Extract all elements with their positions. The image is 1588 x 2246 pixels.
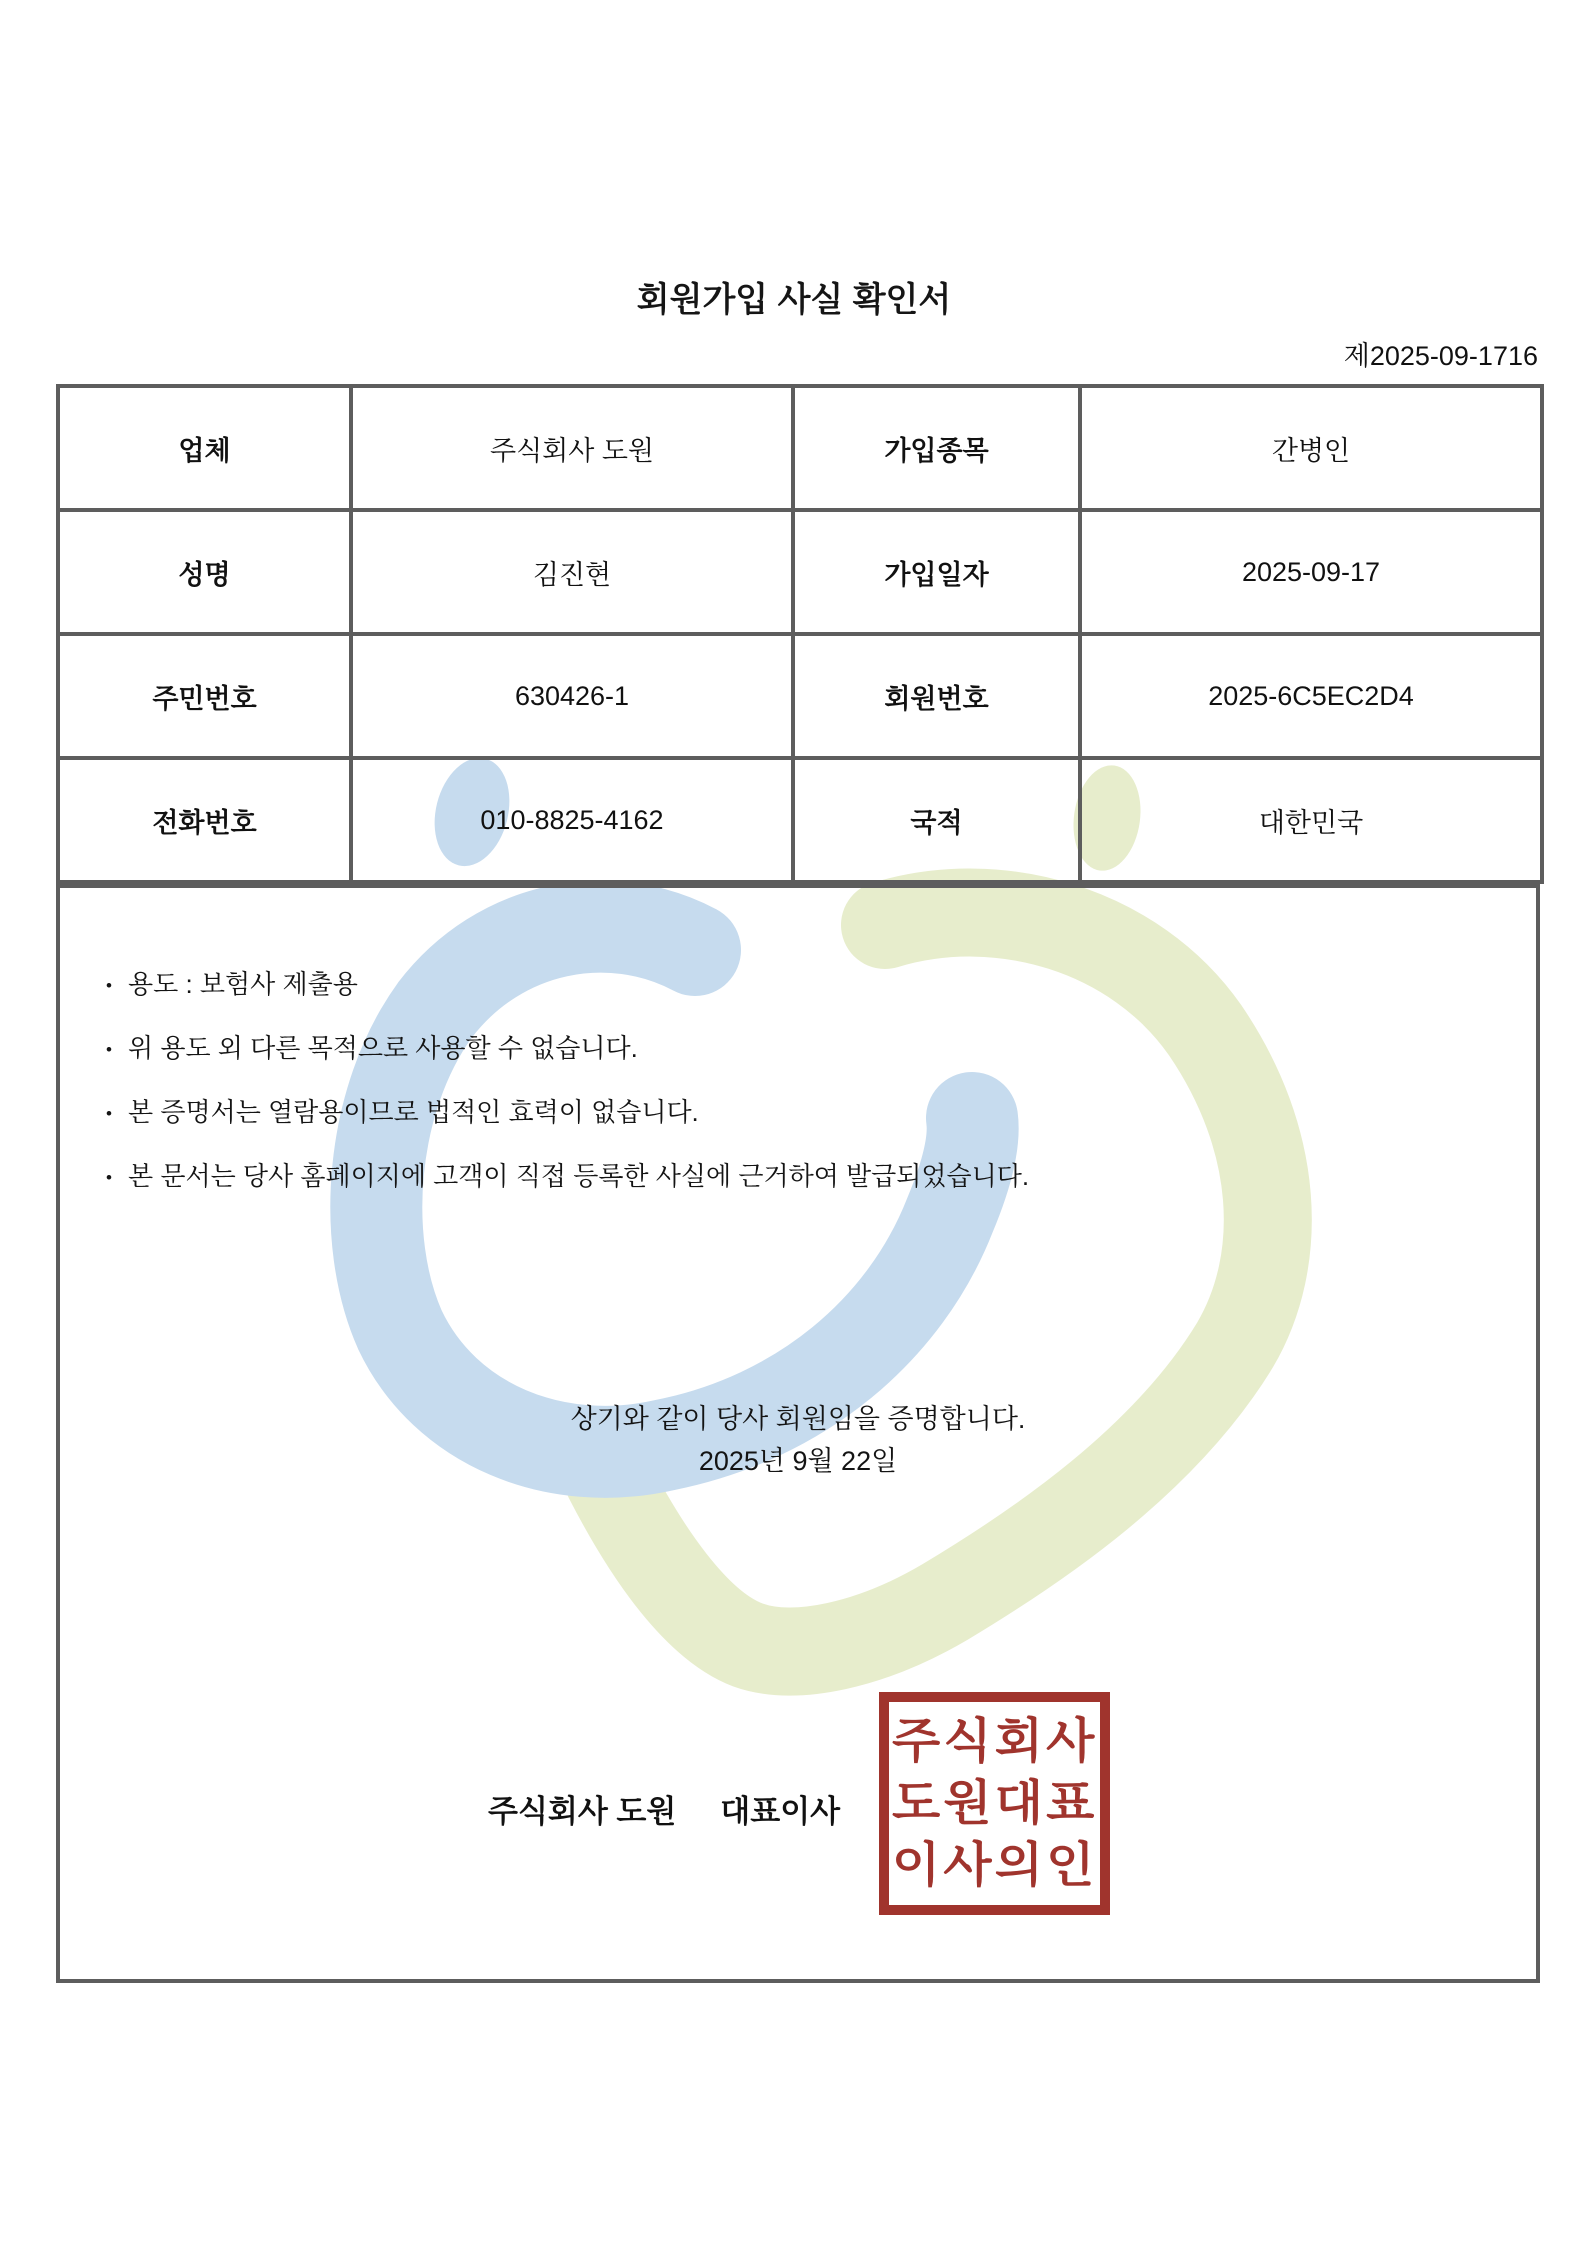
note-text: 본 문서는 당사 홈페이지에 고객이 직접 등록한 사실에 근거하여 발급되었습니다. — [128, 1161, 1030, 1191]
field-label-nationality: 국적 — [793, 758, 1080, 882]
page-title: 회원가입 사실 확인서 — [636, 281, 952, 319]
table-row — [58, 758, 1542, 882]
table-row — [58, 634, 1542, 758]
field-value-join-date: 2025-09-17 — [1080, 510, 1542, 634]
field-label-join-date: 가입일자 — [793, 510, 1080, 634]
field-value-name: 김진현 — [351, 510, 793, 634]
member-info-table — [56, 384, 1544, 884]
statement-line: 상기와 같이 당사 회원임을 증명합니다. — [570, 1404, 1026, 1434]
note-text: 본 증명서는 열람용이므로 법적인 효력이 없습니다. — [128, 1097, 699, 1127]
list-item — [106, 1144, 1029, 1208]
field-label-member-type: 가입종목 — [793, 386, 1080, 510]
field-value-member-type: 간병인 — [1080, 386, 1542, 510]
list-item — [106, 952, 1029, 1016]
field-value-member-no: 2025-6C5EC2D4 — [1080, 634, 1542, 758]
field-label-member-no: 회원번호 — [793, 634, 1080, 758]
field-value-resident-no: 630426-1 — [351, 634, 793, 758]
bullet-icon: • — [106, 1104, 112, 1124]
statement-date: 2025년 9월 22일 — [698, 1446, 898, 1476]
certification-box — [56, 884, 1540, 1983]
issuer-title: 대표이사 — [720, 1794, 841, 1829]
bullet-icon: • — [106, 1040, 112, 1060]
table-row — [58, 510, 1542, 634]
issuer-signature — [488, 1786, 840, 1831]
bullet-icon: • — [106, 976, 112, 996]
issuer-company-name: 주식회사 도원 — [488, 1794, 677, 1829]
seal-text-row: 주식회사 — [891, 1714, 1098, 1768]
seal-text-row: 이사의인 — [891, 1838, 1098, 1892]
field-value-phone: 010-8825-4162 — [351, 758, 793, 882]
document-number: 제2025-09-1716 — [1343, 341, 1538, 371]
table-row — [58, 386, 1542, 510]
field-value-company: 주식회사 도원 — [351, 386, 793, 510]
certification-statement — [60, 1398, 1536, 1482]
corporate-seal-stamp — [879, 1692, 1110, 1915]
field-label-company: 업체 — [58, 386, 351, 510]
list-item — [106, 1016, 1029, 1080]
field-value-nationality: 대한민국 — [1080, 758, 1542, 882]
seal-text-row: 도원대표 — [891, 1776, 1098, 1830]
note-text: 용도 : 보험사 제출용 — [128, 969, 358, 999]
list-item — [106, 1080, 1029, 1144]
note-text: 위 용도 외 다른 목적으로 사용할 수 없습니다. — [128, 1033, 638, 1063]
bullet-icon: • — [106, 1168, 112, 1188]
field-label-resident-no: 주민번호 — [58, 634, 351, 758]
field-label-phone: 전화번호 — [58, 758, 351, 882]
usage-notes-list — [106, 952, 1029, 1208]
field-label-name: 성명 — [58, 510, 351, 634]
